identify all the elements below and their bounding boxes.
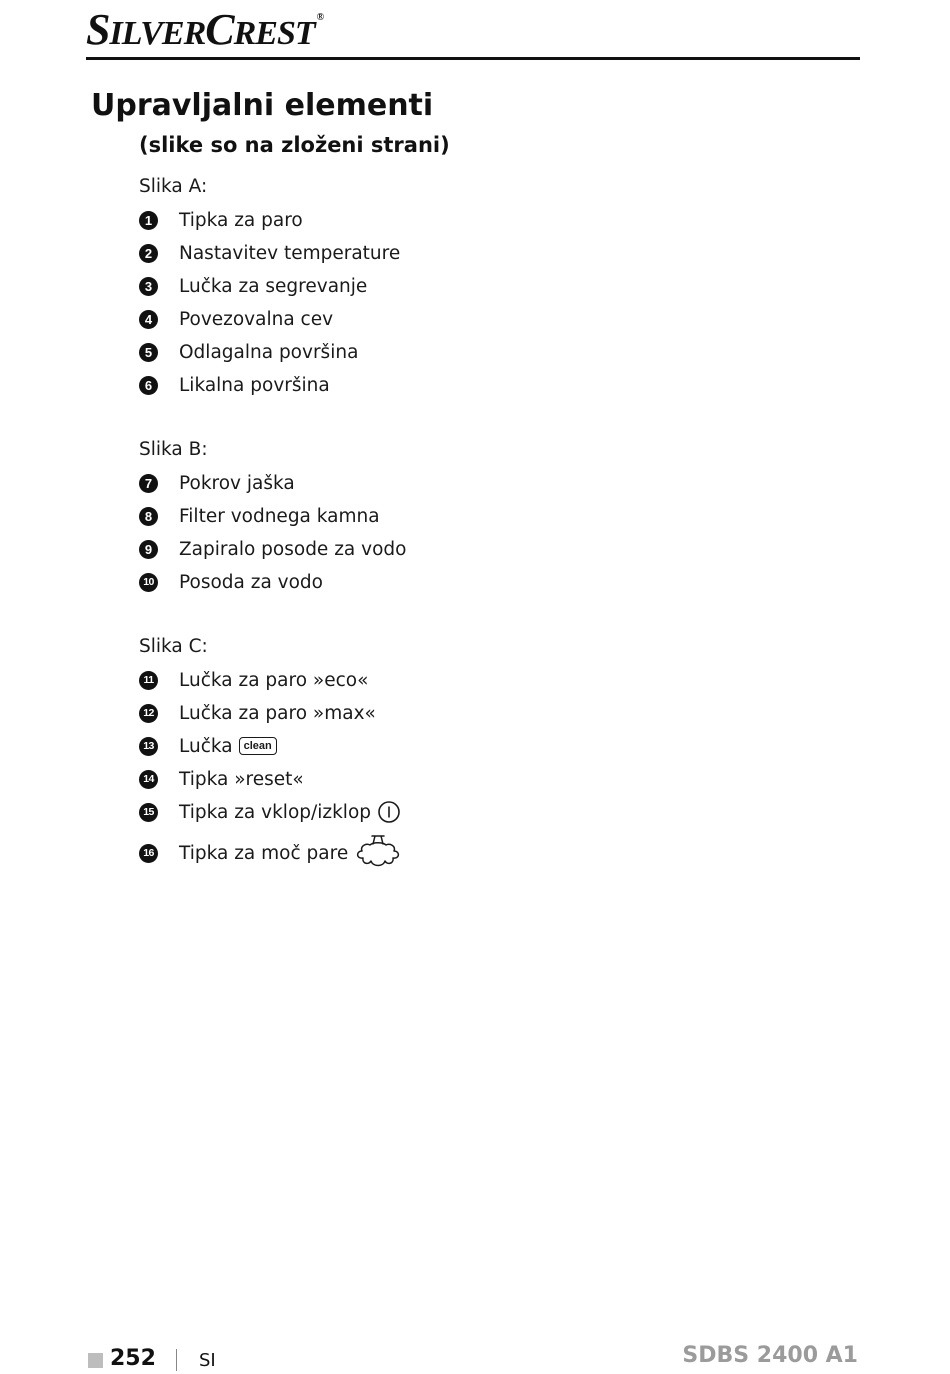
item-label: Tipka za vklop/izklop [179, 801, 372, 823]
silvercrest-logo: SILVERCREST ® [86, 5, 324, 54]
clean-badge-icon: clean [239, 737, 277, 755]
footer-marker [88, 1353, 103, 1368]
item-number-badge: 8 [139, 507, 158, 526]
item-number-badge: 1 [139, 211, 158, 230]
list-item [139, 732, 277, 760]
item-number-badge: 9 [139, 540, 158, 559]
figure-c-label: Slika C: [139, 636, 208, 657]
page-title: Upravljalni elementi [91, 88, 434, 123]
language-code: SI [199, 1350, 216, 1371]
item-label: Likalna površina [179, 374, 330, 396]
item-number-badge: 7 [139, 474, 158, 493]
list-item [139, 305, 333, 333]
item-number-badge: 6 [139, 376, 158, 395]
item-label: Tipka za moč pare [179, 842, 349, 864]
header-rule [86, 57, 860, 60]
item-label: Posoda za vodo [179, 571, 323, 593]
item-label: Zapiralo posode za vodo [179, 538, 407, 560]
list-item [139, 206, 303, 234]
item-number-badge: 5 [139, 343, 158, 362]
list-item [139, 371, 330, 399]
item-number-badge: 10 [139, 573, 158, 592]
steam-power-icon [354, 833, 402, 873]
figure-b-label: Slika B: [139, 439, 208, 460]
item-label: Pokrov jaška [179, 472, 295, 494]
item-label: Tipka za paro [179, 209, 303, 231]
item-label: Lučka za paro »eco« [179, 669, 369, 691]
list-item [139, 535, 406, 563]
figure-a-label: Slika A: [139, 176, 208, 197]
item-label: Odlagalna površina [179, 341, 359, 363]
item-number-badge: 2 [139, 244, 158, 263]
model-number: SDBS 2400 A1 [682, 1343, 858, 1368]
list-item [139, 699, 376, 727]
list-item [139, 833, 402, 873]
item-number-badge: 3 [139, 277, 158, 296]
item-label: Tipka »reset« [179, 768, 304, 790]
item-number-badge: 15 [139, 803, 158, 822]
page-subtitle: (slike so na zloženi strani) [139, 133, 450, 157]
item-number-badge: 16 [139, 844, 158, 863]
list-item [139, 765, 304, 793]
list-item [139, 469, 295, 497]
item-number-badge: 4 [139, 310, 158, 329]
list-item [139, 239, 400, 267]
list-item [139, 502, 380, 530]
power-icon [377, 800, 401, 824]
list-item [139, 568, 323, 596]
item-label: Povezovalna cev [179, 308, 334, 330]
item-number-badge: 11 [139, 671, 158, 690]
footer-separator [176, 1349, 177, 1371]
list-item [139, 798, 401, 826]
list-item [139, 338, 358, 366]
item-number-badge: 13 [139, 737, 158, 756]
item-label: Lučka za paro »max« [179, 702, 376, 724]
item-number-badge: 12 [139, 704, 158, 723]
item-number-badge: 14 [139, 770, 158, 789]
item-label: Filter vodnega kamna [179, 505, 380, 527]
list-item [139, 666, 368, 694]
item-label: Lučka za segrevanje [179, 275, 368, 297]
page-number: 252 [110, 1346, 156, 1371]
item-label: Nastavitev temperature [179, 242, 401, 264]
item-label: Lučka [179, 735, 233, 757]
list-item [139, 272, 367, 300]
